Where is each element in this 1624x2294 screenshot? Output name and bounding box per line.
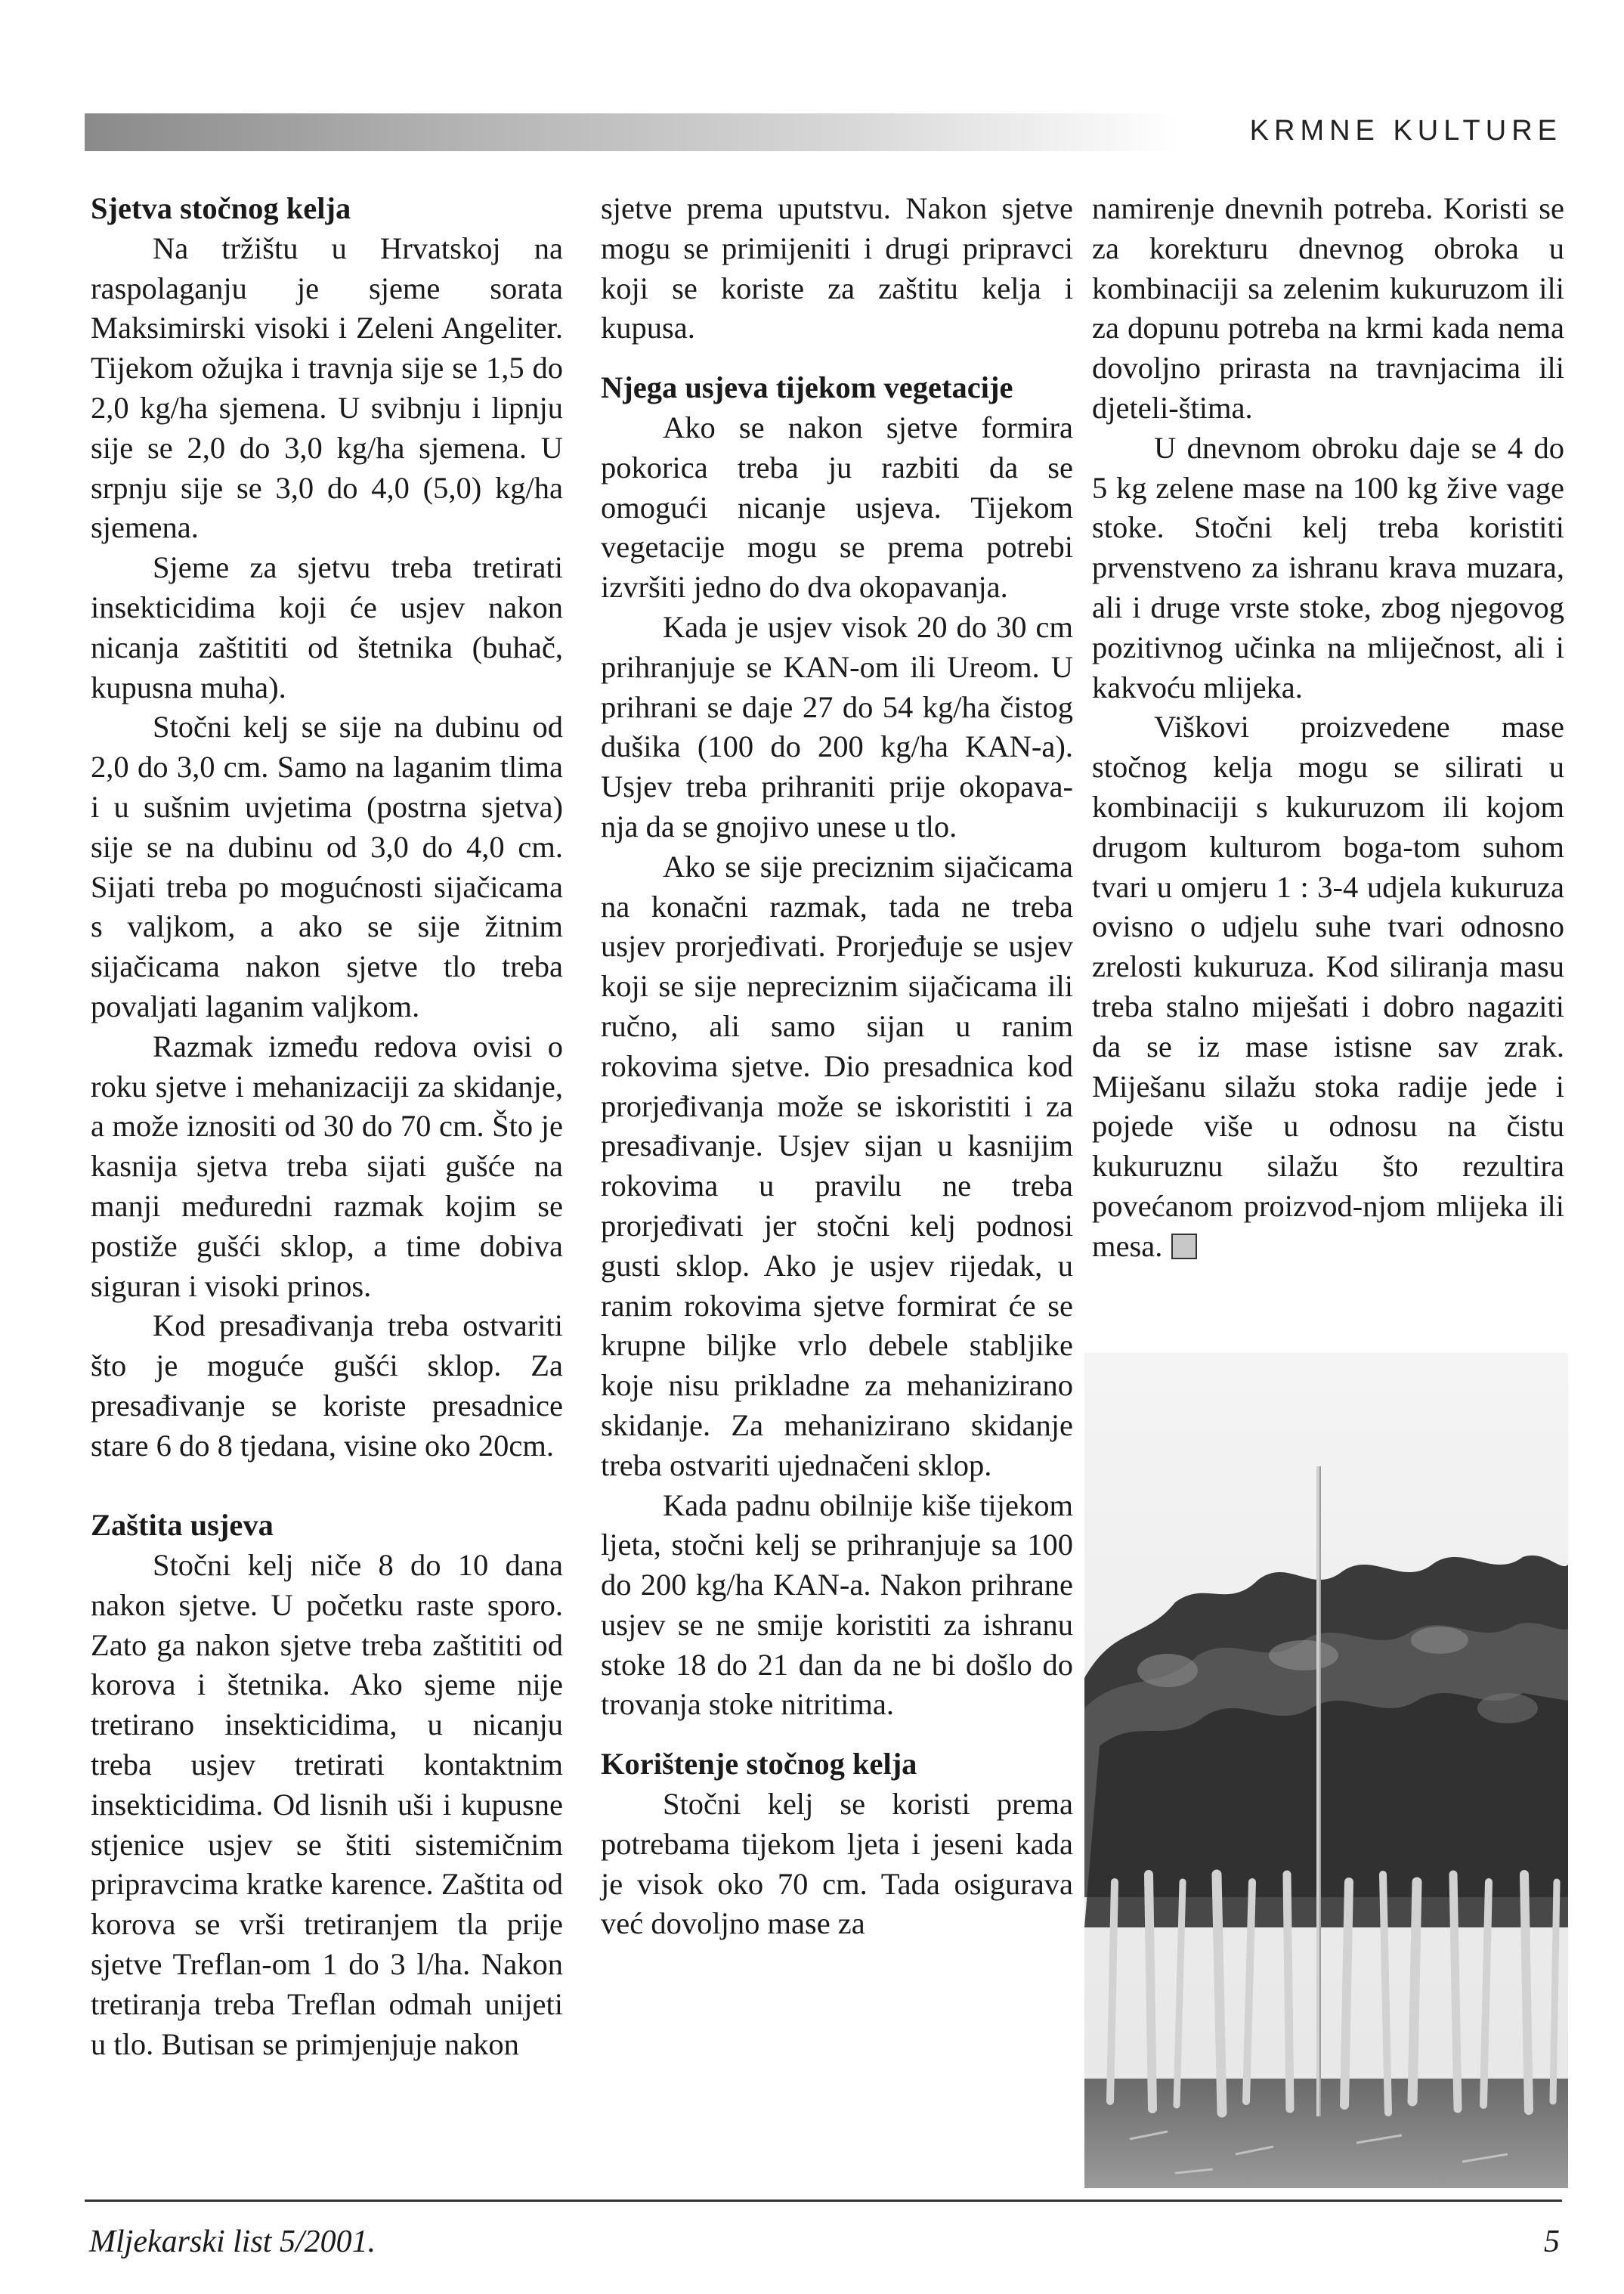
page-number: 5 (1544, 2224, 1560, 2259)
paragraph: namirenje dnevnih potreba. Koristi se za korekturu dnevnog obroka u kombinaciji sa zelenim kukuruzom ili za dopunu potreba na krmi kada nema dovoljno prirasta na travnjacima ili djeteli-štima. (1092, 191, 1564, 425)
paragraph: Na tržištu u Hrvatskoj na raspolaganju je sjeme sorata Maksimirski visoki i Zeleni Angeliter. Tijekom ožujka i travnja sije se 1,5 do 2,0 kg/ha sjemena. U svibnju i lipnju sije se 2,0 do 3,0 kg/ha sjemena. U srpnju sije se 3,0 do 4,0 (5,0) kg/ha sjemena. (91, 231, 563, 545)
heading-njega: Njega usjeva tijekom vegetacije (601, 370, 1013, 405)
heading-sjetva: Sjetva stočnog kelja (91, 191, 351, 225)
kale-field-illustration (1084, 1353, 1568, 2188)
text-column-1 (91, 189, 563, 2064)
paragraph: sjetve prema uputstvu. Nakon sjetve mogu se primijeniti i drugi pripravci koji se koriste za zaštitu kelja i kupusa. (601, 191, 1073, 345)
paragraph: Sjeme za sjetvu treba tretirati insekticidima koji će usjev nakon nicanja zaštititi od štetnika (buhač, kupusna muha). (91, 550, 563, 704)
paragraph: Kada je usjev visok 20 do 30 cm prihranjuje se KAN-om ili Ureom. U prihrani se daje 27 do 54 kg/ha čistog dušika (100 do 200 kg/ha KAN-a). Usjev treba prihraniti prije okopava-nja da se gnojivo unese u tlo. (601, 609, 1073, 844)
paragraph: U dnevnom obroku daje se 4 do 5 kg zelene mase na 100 kg žive vage stoke. Stočni kelj treba koristiti prvenstveno za ishranu krava muzara, ali i druge vrste stoke, zbog njegovog pozitivnog učinka na mliječnost, ali i kakvoću mlijeka. (1092, 430, 1564, 704)
journal-citation: Mljekarski list 5/2001. (89, 2224, 376, 2259)
paragraph: Stočni kelj niče 8 do 10 dana nakon sjetve. U početku raste sporo. Zato ga nakon sjetve treba zaštititi od korova i štetnika. Ako sjeme nije tretirano insekticidima, u nicanju treba usjev tretirati kontaktnim insekticidima. Od lisnih uši i kupusne stjenice usjev se štiti sistemičnim pripravcima kratke karence. Zaštita od korova se vrši tretiranjem tla prije sjetve Treflan-om 1 do 3 l/ha. Nakon tretiranja treba Treflan odmah unijeti u tlo. Butisan se primjenjuje nakon (91, 1548, 563, 2061)
paragraph: Kada padnu obilnije kiše tijekom ljeta, stočni kelj se prihranjuje sa 100 do 200 kg/ha KAN-a. Nakon prihrane usjev se ne smije koristiti za ishranu stoke 18 do 21 dan da ne bi došlo do trovanja stoke nitritima. (601, 1488, 1073, 1722)
paragraph: Razmak između redova ovisi o roku sjetve i mehanizaciji za skidanje, a može iznositi od 30 do 70 cm. Što je kasnija sjetva treba sijati gušće na manji međuredni razmak kojim se postiže gušći sklop, a time dobiva siguran i visoki prinos. (91, 1029, 563, 1303)
paragraph: Stočni kelj se sije na dubinu od 2,0 do 3,0 cm. Samo na laganim tlima i u sušnim uvjetima (postrna sjetva) sije se na dubinu od 3,0 do 4,0 cm. Sijati treba po mogućnosti sijačicama s valjkom, a ako se sije žitnim sijačicama nakon sjetve tlo treba povaljati laganim valjkom. (91, 710, 563, 1023)
footer-rule (85, 2200, 1562, 2202)
paragraph: Kod presađivanja treba ostvariti što je moguće gušći sklop. Za presađivanje se koriste presadnice stare 6 do 8 tjedana, visine oko 20cm. (91, 1308, 563, 1463)
paragraph: Stočni kelj se koristi prema potrebama tijekom ljeta i jeseni kada je visok oko 70 cm. Tada osigurava već dovoljno mase za (601, 1787, 1073, 1941)
text-column-3 (1092, 189, 1564, 1267)
text-column-2 (601, 189, 1073, 1944)
section-title: KRMNE KULTURE (1249, 115, 1562, 147)
end-of-article-icon (1171, 1234, 1197, 1259)
paragraph: Ako se sije preciznim sijačicama na konačni razmak, tada ne treba usjev prorjeđivati. Prorjeđuje se usjev koji se sije nepreciznim sijačicama ili ručno, ali samo sijan u ranim rokovima sjetve. Dio presadnica kod prorjeđivanja može se iskoristiti i za presađivanje. Usjev sijan u kasnijim rokovima u pravilu ne treba prorjeđivati jer stočni kelj podnosi gusti sklop. Ako je usjev rijedak, u ranim rokovima sjetve formirat će se krupne biljke vrlo debele stabljike koje nisu prikladne za mehanizirano skidanje. Za mehanizirano skidanje treba ostvariti ujednačeni sklop. (601, 849, 1073, 1482)
header-gradient-bar (85, 113, 1180, 151)
paragraph (1092, 707, 1564, 1266)
heading-koristenje: Korištenje stočnog kelja (601, 1747, 917, 1782)
paragraph: Ako se nakon sjetve formira pokorica treba ju razbiti da se omogući nicanje usjeva. Tijekom vegetacije mogu se prema potrebi izvršiti jedno do dva okopavanja. (601, 410, 1073, 605)
kale-field-photo (1084, 1353, 1568, 2188)
heading-zastita: Zaštita usjeva (91, 1508, 274, 1543)
paragraph-text: Viškovi proizvedene mase stočnog kelja mogu se silirati u kombinaciji s kukuruzom ili kojom drugom kulturom boga-tom suhom tvari u omjeru 1 : 3-4 udjela kukuruza ovisno o udjelu suhe tvari odnosno zrelosti kukuruza. Kod siliranja masu treba stalno miješati i dobro nagaziti da se iz mase istisne sav zrak. Miješanu silažu stoka radije jede i pojede više u odnosu na čistu kukuruznu silažu što rezultira povećanom proizvod-njom mlijeka ili mesa. (1092, 710, 1564, 1263)
